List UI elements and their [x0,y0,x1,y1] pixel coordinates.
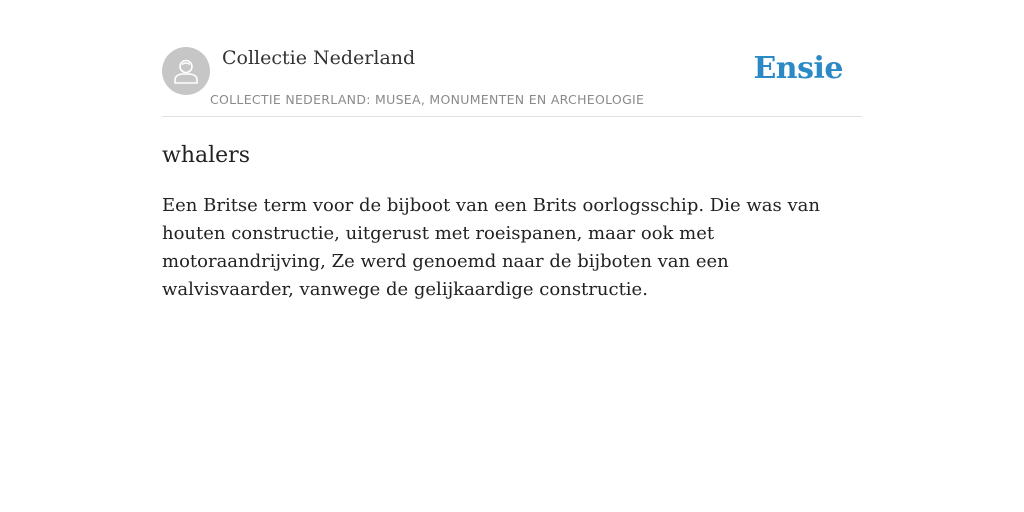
user-silhouette-icon [171,56,201,86]
entry-term: whalers [162,143,250,168]
author-name[interactable]: Collectie Nederland [222,47,416,69]
entry-page [162,0,862,304]
entry-definition: Een Britse term voor de bijboot van een Brits oorlogsschip. Die was van houten constructie, uitgerust met roeispanen, maar ook met motoraandrijving, Ze werd genoemd naar de bijboten van een walvisvaarder, vanwege de gelijkaardige constructie. [162,195,820,300]
author-subtitle: COLLECTIE NEDERLAND: MUSEA, MONUMENTEN EN ARCHEOLOGIE [210,92,645,107]
entry-header [162,0,862,117]
ensie-logo-link[interactable]: Ensie [753,51,843,86]
author-avatar[interactable] [162,47,210,95]
